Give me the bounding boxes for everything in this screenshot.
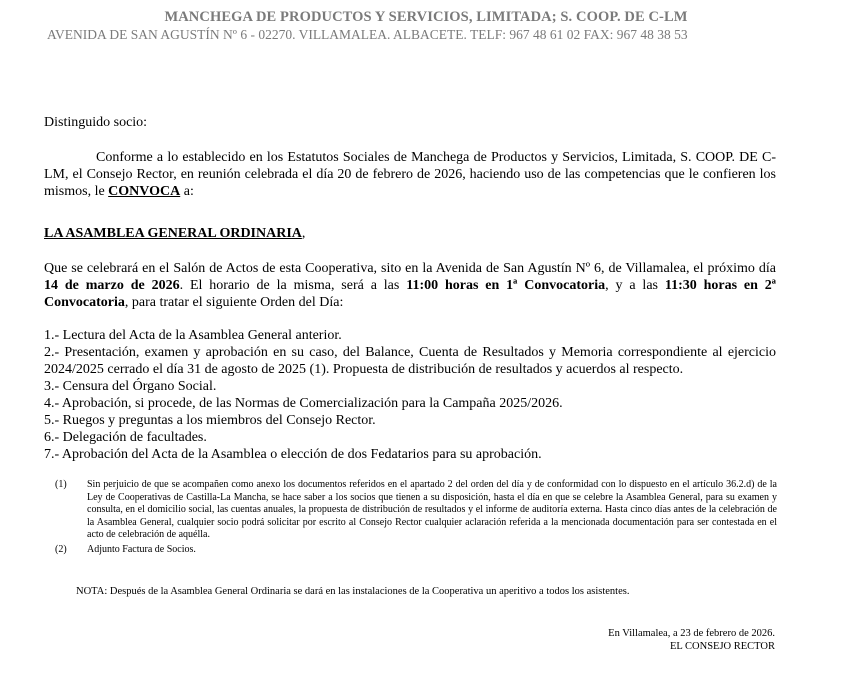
organization-address: AVENIDA DE SAN AGUSTÍN Nº 6 - 02270. VILLAMALEA. ALBACETE. TELF: 967 48 61 02 FAX: 967 48 38 53	[47, 27, 688, 42]
agenda-item: 2.- Presentación, examen y aprobación en su caso, del Balance, Cuenta de Resultados y Memoria correspondiente al ejercicio 2024/2025 cerrado el día 31 de agosto de 2025 (1). Propuesta de distribución de resultados y acuerdos al respecto.	[44, 345, 776, 377]
second-call-time: 11:30 horas en 2ª Convocatoria	[44, 278, 777, 310]
agenda-item: 4.- Aprobación, si procede, de las Normas de Comercialización para la Campaña 2025/2026.	[44, 396, 563, 411]
convoca-emphasis: CONVOCA	[108, 184, 181, 199]
meeting-paragraph	[44, 260, 776, 311]
meeting-text-3: , y a las	[605, 278, 665, 293]
agenda-item: 3.- Censura del Órgano Social.	[44, 379, 217, 394]
footnote-number: (1)	[55, 479, 67, 490]
footnote-number: (2)	[55, 543, 67, 555]
meeting-text-4: , para tratar el siguiente Orden del Día:	[124, 295, 344, 310]
footnote-text: Adjunto Factura de Socios.	[87, 543, 196, 555]
assembly-title: LA ASAMBLEA GENERAL ORDINARIA	[44, 226, 302, 241]
intro-text: Conforme a lo establecido en los Estatutos Sociales de Manchega de Productos y Servicios, Limitada, S. COOP. DE C-LM, el Consejo Rector, en reunión celebrada el día 20 de febrero de 2026, haciendo uso de las competencias que le confieren los mismos, le	[44, 150, 776, 199]
agenda-item: 1.- Lectura del Acta de la Asamblea General anterior.	[44, 328, 342, 343]
footnotes	[55, 479, 777, 558]
meeting-date: 14 de marzo de 2026	[44, 278, 180, 293]
intro-paragraph	[44, 149, 776, 200]
intro-end: a:	[180, 184, 194, 199]
greeting: Distinguido socio:	[44, 115, 148, 130]
organization-name: MANCHEGA DE PRODUCTOS Y SERVICIOS, LIMITADA; S. COOP. DE C-LM	[164, 9, 688, 25]
meeting-text-1: Que se celebrará en el Salón de Actos de esta Cooperativa, sito en la Avenida de San Agustín Nº 6, de Villamalea, el próximo día	[44, 261, 776, 276]
agenda-item: 5.- Ruegos y preguntas a los miembros del Consejo Rector.	[44, 413, 376, 428]
footnote	[55, 544, 777, 557]
agenda-item: 6.- Delegación de facultades.	[44, 430, 207, 445]
assembly-title-end: ,	[301, 226, 306, 241]
meeting-text-2: . El horario de la misma, será a las	[179, 278, 407, 293]
signer: EL CONSEJO RECTOR	[669, 641, 775, 652]
place-date: En Villamalea, a 23 de febrero de 2026.	[608, 628, 775, 639]
nota: NOTA: Después de la Asamblea General Ordinaria se dará en las instalaciones de la Cooperativa un aperitivo a todos los asistentes.	[76, 586, 630, 597]
agenda-list	[44, 327, 776, 463]
first-call-time: 11:00 horas en 1ª Convocatoria	[406, 278, 606, 293]
footnote-text: Sin perjuicio de que se acompañen como anexo los documentos referidos en el apartado 2 del orden del día y de conformidad con lo dispuesto en el artículo 36.2.d) de la Ley de Cooperativas de Castilla-La Mancha, se hace saber a los socios que tienen a su disposición, hasta el día en que se celebre la Asamblea General, para su examen y consulta, en el domicilio social, las cuentas anuales, la propuesta de distribución de resultados y el informe de auditoría externa. Hasta cinco días antes de la celebración de la Asamblea General, cualquier socio podrá solicitar por escrito al Consejo Rector cualquier aclaración referida a la mencionada documentación para ser contestada en el acto de celebración de aquélla.	[87, 479, 777, 540]
footnote	[55, 479, 777, 542]
agenda-item: 7.- Aprobación del Acta de la Asamblea o elección de dos Fedatarios para su aprobación.	[44, 447, 542, 462]
signature-block	[608, 627, 775, 653]
assembly-title-line	[44, 226, 305, 242]
